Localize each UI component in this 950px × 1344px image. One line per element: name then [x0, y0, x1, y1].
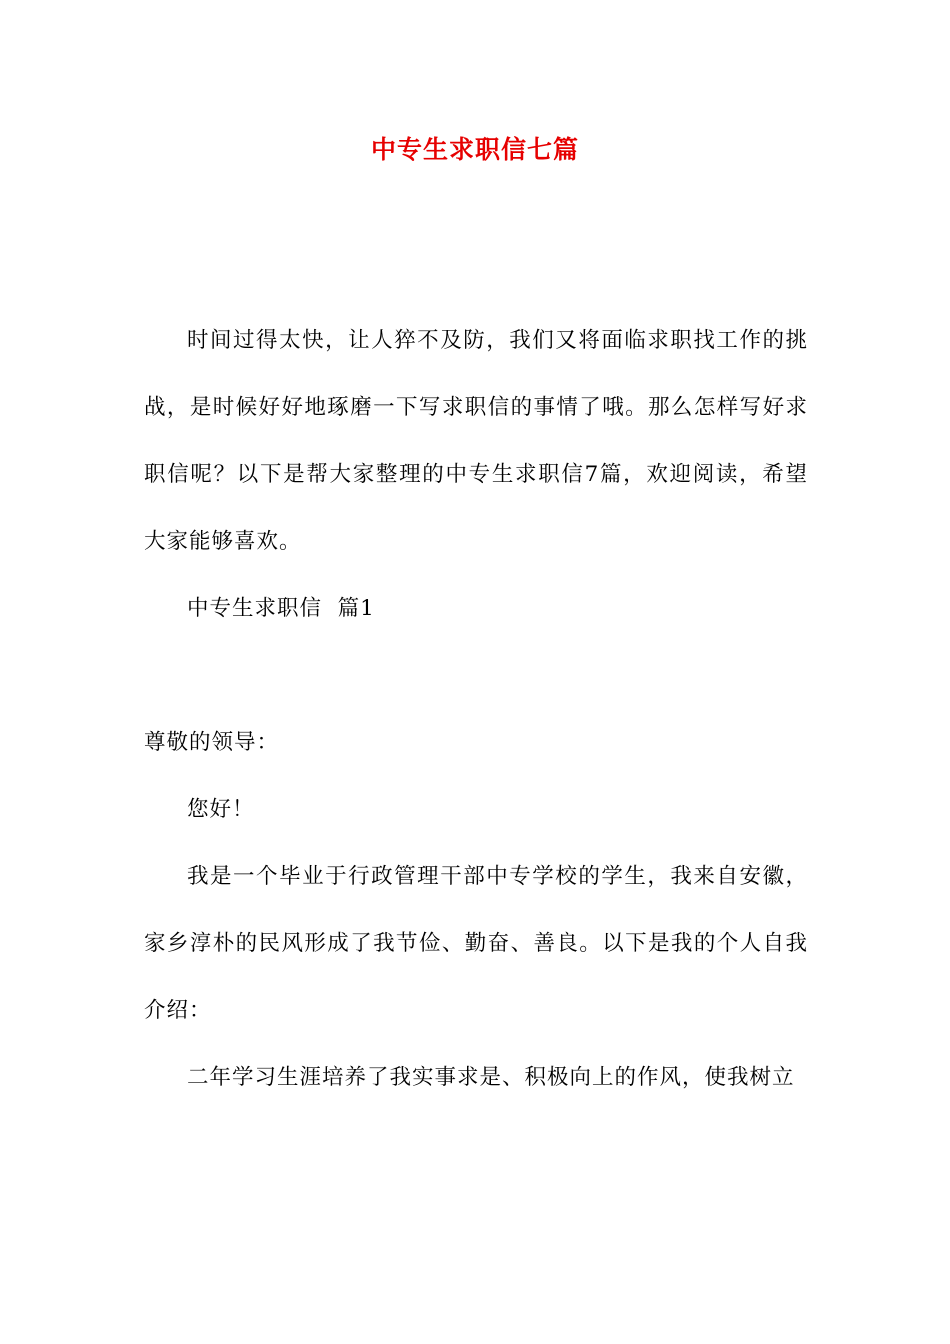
document-body — [144, 307, 808, 1111]
spacer — [144, 642, 808, 709]
salutation: 尊敬的领导： — [144, 730, 280, 755]
body-paragraph-1: 我是一个毕业于行政管理干部中专学校的学生，我来自安徽，家乡淳朴的民风形成了我节俭、勤奋、善良。以下是我的个人自我介绍： — [144, 864, 808, 1023]
intro-paragraph: 时间过得太快，让人猝不及防，我们又将面临求职找工作的挑战，是时候好好地琢磨一下写求职信的事情了哦。那么怎样写好求职信呢？以下是帮大家整理的中专生求职信7篇，欢迎阅读，希望大家能够喜欢。 — [144, 328, 808, 554]
greeting: 您好！ — [187, 797, 255, 822]
body-paragraph-2: 二年学习生涯培养了我实事求是、积极向上的作风，使我树立 — [187, 1065, 795, 1090]
document-title: 中专生求职信七篇 — [370, 135, 579, 164]
section-heading: 中专生求职信 篇1 — [187, 596, 375, 621]
